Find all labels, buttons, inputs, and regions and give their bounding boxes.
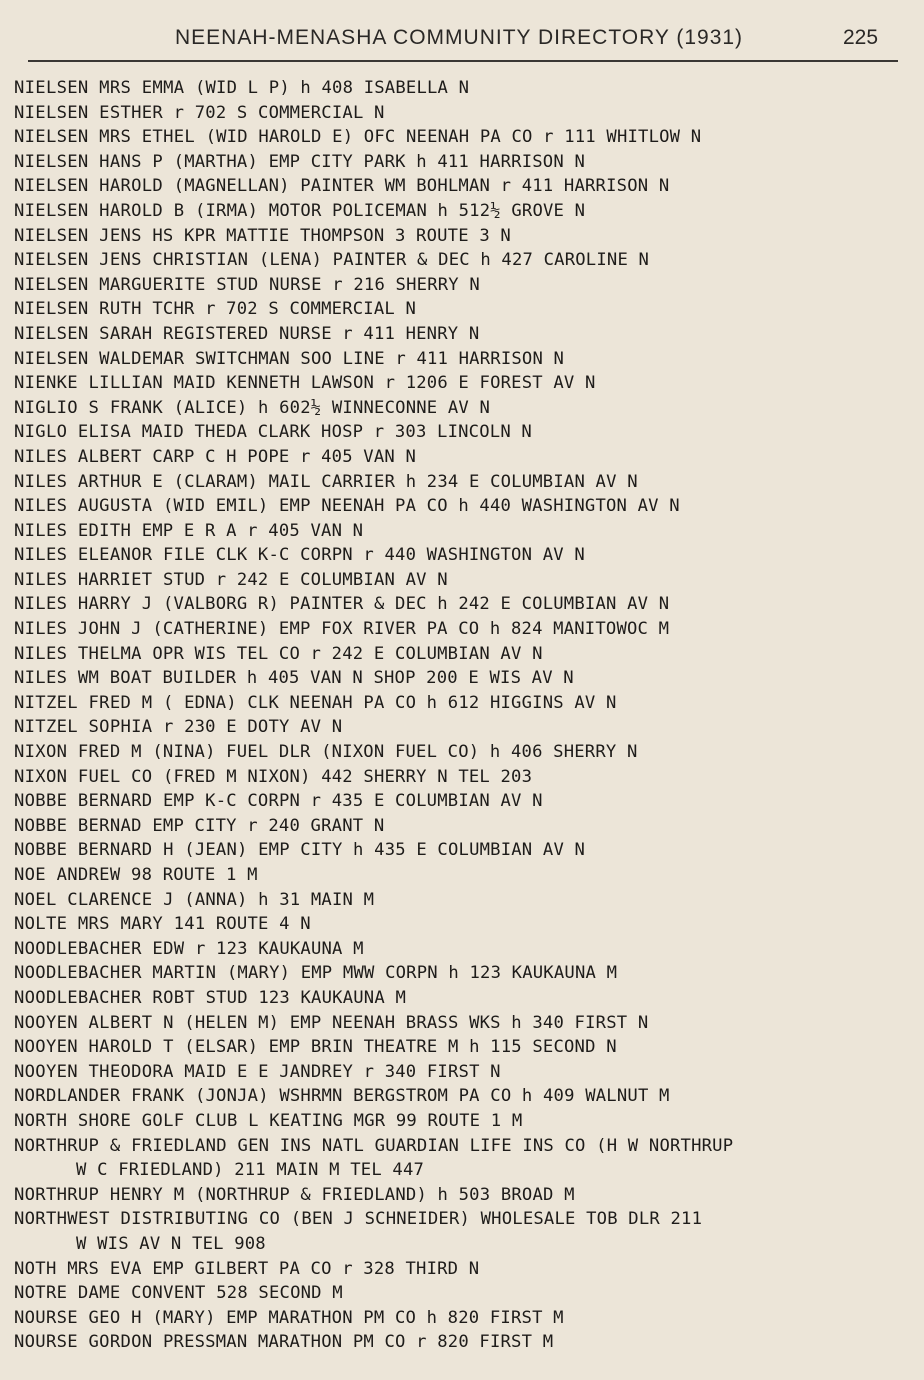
entry-details: (NORTHRUP & FRIEDLAND) h 503 BROAD M [194, 1184, 575, 1205]
entry-name: NIELSEN JENS CHRISTIAN [14, 250, 249, 271]
entry-details: (WID EMIL) EMP NEENAH PA CO h 440 WASHINGTON AV N [162, 496, 680, 517]
entry-name: NILES ARTHUR E [14, 471, 164, 492]
entry-name: NITZEL FRED M [14, 692, 153, 713]
directory-entry [14, 715, 914, 740]
directory-entry [14, 642, 914, 667]
directory-entry [14, 224, 914, 249]
entry-name: NOBBE BERNAD [14, 815, 142, 836]
directory-entry [14, 592, 914, 617]
directory-entry [14, 1035, 914, 1060]
entry-details: MAID THEDA CLARK HOSP r 303 LINCOLN N [141, 422, 532, 443]
directory-entry [14, 494, 914, 519]
entry-details: STUD NURSE r 216 SHERRY N [216, 274, 480, 295]
entry-name: NIXON FUEL CO [14, 766, 153, 787]
entry-name: NOURSE GORDON [14, 1332, 153, 1353]
directory-entry [14, 347, 914, 372]
directory-entry [14, 888, 914, 913]
entry-details: 98 ROUTE 1 M [131, 865, 258, 885]
entry-name: NOBBE BERNARD H [14, 840, 174, 861]
entry-details: (MARY) EMP MWW CORPN h 123 KAUKAUNA M [226, 963, 618, 984]
entry-name: NIELSEN HAROLD [14, 176, 164, 197]
entry-name: NILES EDITH [14, 520, 132, 541]
entry-name: NOE ANDREW [14, 865, 121, 885]
directory-entry [14, 937, 914, 962]
directory-entry [14, 125, 914, 150]
entry-details: (BEN J SCHNEIDER) WHOLESALE TOB DLR 211 [290, 1209, 703, 1230]
entry-details: (MARTHA) EMP CITY PARK h 411 HARRISON N [173, 151, 586, 172]
entry-details: r 230 E DOTY AV N [162, 717, 343, 738]
entry-name: NIELSEN ESTHER [14, 102, 164, 123]
entry-details: (JONJA) WSHRMN BERGSTROM PA CO h 409 WALNUT M [194, 1086, 670, 1107]
entry-name: NIELSEN MRS EMMA [14, 78, 185, 98]
entry-name: NORTHRUP & FRIEDLAND [14, 1135, 227, 1156]
directory-entry [14, 666, 914, 691]
entry-details: (JEAN) EMP CITY h 435 E COLUMBIAN AV N [184, 840, 586, 861]
entry-details: (WID HAROLD E) OFC NEENAH PA CO r 111 WHITLOW N [205, 127, 702, 148]
entry-details: r 702 S COMMERCIAL N [173, 102, 385, 123]
entry-name: NOURSE GEO H [14, 1307, 142, 1328]
directory-entry [14, 1207, 914, 1232]
directory-entry [14, 470, 914, 495]
directory-entry [14, 150, 914, 175]
directory-entry [14, 765, 914, 790]
entry-name: NILES THELMA [14, 643, 142, 664]
directory-entry [14, 396, 914, 421]
directory-entry [14, 519, 914, 544]
entry-name: NOBBE BERNARD [14, 791, 153, 812]
entry-continuation: W C FRIEDLAND) 211 MAIN M TEL 447 [76, 1160, 425, 1181]
entry-name: NIXON FRED M [14, 742, 142, 763]
entry-name: NITZEL SOPHIA [14, 717, 153, 738]
entry-name: NILES JOHN J [14, 619, 142, 640]
entry-name: NIELSEN RUTH [14, 299, 142, 320]
directory-entry [14, 740, 914, 765]
directory-listing [14, 76, 914, 1355]
entry-details: (IRMA) MOTOR POLICEMAN h 512½ GROVE N [194, 200, 586, 221]
entry-name: NOOYEN THEODORA [14, 1061, 174, 1082]
entry-details: (HELEN M) EMP NEENAH BRASS WKS h 340 FIRST N [184, 1012, 649, 1033]
directory-title: NEENAH-MENASHA COMMUNITY DIRECTORY (1931) [175, 26, 744, 49]
entry-details: ( EDNA) CLK NEENAH PA CO h 612 HIGGINS AV N [162, 692, 617, 713]
directory-entry [14, 297, 914, 322]
entry-name: NIELSEN WALDEMAR [14, 348, 185, 369]
entry-details: EMP K-C CORPN r 435 E COLUMBIAN AV N [162, 791, 543, 812]
directory-entry [14, 1134, 914, 1159]
directory-entry [14, 445, 914, 470]
directory-entry [14, 248, 914, 273]
directory-entry [14, 1257, 914, 1282]
entry-details: L KEATING MGR 99 ROUTE 1 M [248, 1110, 523, 1131]
directory-entry [14, 691, 914, 716]
entry-details: (ANNA) h 31 MAIN M [184, 889, 375, 910]
entry-details: SWITCHMAN SOO LINE r 411 HARRISON N [194, 348, 565, 369]
entry-details: 528 SECOND M [216, 1283, 343, 1304]
entry-name: NOLTE MRS MARY [14, 914, 164, 935]
directory-entry [14, 174, 914, 199]
directory-entry [14, 912, 914, 937]
entry-details: STUD r 242 E COLUMBIAN AV N [162, 569, 448, 590]
entry-details: PRESSMAN MARATHON PM CO r 820 FIRST M [162, 1332, 554, 1353]
directory-entry [14, 986, 914, 1011]
directory-entry [14, 1060, 914, 1085]
entry-details: EMP CITY r 240 GRANT N [152, 815, 385, 836]
directory-entry [14, 1109, 914, 1134]
entry-name: NORTHRUP HENRY M [14, 1184, 185, 1205]
directory-entry [14, 961, 914, 986]
entry-details: (LENA) PAINTER & DEC h 427 CAROLINE N [258, 250, 650, 271]
directory-entry [14, 1281, 914, 1306]
entry-continuation: W WIS AV N TEL 908 [76, 1233, 266, 1254]
directory-entry [14, 1084, 914, 1109]
directory-entry [14, 1011, 914, 1036]
directory-entry [14, 543, 914, 568]
entry-name: NORTHWEST DISTRIBUTING CO [14, 1209, 281, 1230]
entry-name: NILES HARRY J [14, 594, 153, 615]
entry-name: NOOYEN HAROLD T [14, 1037, 174, 1058]
entry-name: NOTH MRS EVA [14, 1258, 142, 1279]
directory-entry [14, 1330, 914, 1355]
directory-entry [14, 863, 914, 888]
entry-details: FILE CLK K-C CORPN r 440 WASHINGTON AV N [162, 545, 585, 566]
entry-name: NIELSEN MARGUERITE [14, 274, 206, 295]
entry-name: NIENKE LILLIAN [14, 373, 164, 394]
entry-name: NIELSEN HAROLD B [14, 200, 185, 221]
entry-name: NORTH SHORE GOLF CLUB [14, 1110, 238, 1131]
directory-entry [14, 322, 914, 347]
entry-details: REGISTERED NURSE r 411 HENRY N [162, 323, 480, 344]
directory-entry [14, 1183, 914, 1208]
entry-name: NILES HARRIET [14, 569, 153, 590]
entry-details: (CLARAM) MAIL CARRIER h 234 E COLUMBIAN AV N [173, 471, 638, 492]
entry-details: (MARY) EMP MARATHON PM CO h 820 FIRST M [152, 1307, 564, 1328]
header-rule [28, 60, 898, 62]
entry-details: (CATHERINE) EMP FOX RIVER PA CO h 824 MANITOWOC M [152, 619, 670, 640]
entry-details: OPR WIS TEL CO r 242 E COLUMBIAN AV N [152, 643, 543, 664]
directory-entry [14, 273, 914, 298]
directory-entry [14, 76, 914, 101]
entry-name: NIELSEN JENS [14, 225, 142, 246]
entry-details: 141 ROUTE 4 N [173, 914, 311, 935]
entry-name: NOODLEBACHER ROBT [14, 987, 196, 1008]
entry-details: TCHR r 702 S COMMERCIAL N [152, 299, 417, 320]
page-number: 225 [843, 26, 879, 49]
entry-details: EMP E R A r 405 VAN N [141, 520, 364, 541]
entry-details: r 123 KAUKAUNA M [194, 938, 364, 959]
entry-details: CARP C H POPE r 405 VAN N [152, 446, 417, 467]
entry-name: NOODLEBACHER MARTIN [14, 963, 217, 984]
entry-name: NIELSEN SARAH [14, 323, 153, 344]
entry-name: NILES ALBERT [14, 446, 142, 467]
entry-details: (NINA) FUEL DLR (NIXON FUEL CO) h 406 SHERRY N [152, 742, 638, 763]
directory-entry [14, 420, 914, 445]
entry-details: MAID E E JANDREY r 340 FIRST N [184, 1061, 501, 1082]
entry-name: NILES AUGUSTA [14, 496, 153, 517]
entry-details: HS KPR MATTIE THOMPSON 3 ROUTE 3 N [152, 225, 511, 246]
directory-entry [14, 199, 914, 224]
entry-details: (VALBORG R) PAINTER & DEC h 242 E COLUMBIAN AV N [162, 594, 670, 615]
entry-name: NIGLO ELISA [14, 422, 132, 443]
entry-details: STUD 123 KAUKAUNA M [205, 987, 406, 1008]
directory-entry [14, 617, 914, 642]
entry-name: NILES ELEANOR [14, 545, 153, 566]
entry-details: MAID KENNETH LAWSON r 1206 E FOREST AV N [173, 373, 596, 394]
entry-name: NIELSEN HANS P [14, 151, 164, 172]
directory-entry [14, 1306, 914, 1331]
entry-details: EMP GILBERT PA CO r 328 THIRD N [152, 1258, 480, 1279]
entry-details: GEN INS NATL GUARDIAN LIFE INS CO (H W NORTHRUP [237, 1135, 734, 1156]
entry-name: NOTRE DAME CONVENT [14, 1283, 206, 1304]
directory-entry [14, 838, 914, 863]
entry-details: BOAT BUILDER h 405 VAN N SHOP 200 E WIS AV N [109, 668, 574, 689]
entry-details: (WID L P) h 408 ISABELLA N [194, 78, 470, 98]
entry-details: (MAGNELLAN) PAINTER WM BOHLMAN r 411 HARRISON N [173, 176, 670, 197]
page-header [0, 22, 924, 56]
directory-entry [14, 568, 914, 593]
entry-details: (FRED M NIXON) 442 SHERRY N TEL 203 [162, 766, 533, 787]
entry-name: NOOYEN ALBERT N [14, 1012, 174, 1033]
entry-details: (ELSAR) EMP BRIN THEATRE M h 115 SECOND N [184, 1037, 617, 1058]
directory-entry [14, 371, 914, 396]
directory-entry [14, 814, 914, 839]
entry-name: NILES WM [14, 668, 100, 689]
entry-name: NOODLEBACHER EDW [14, 938, 185, 959]
entry-name: NIELSEN MRS ETHEL [14, 127, 196, 148]
directory-entry [14, 101, 914, 126]
entry-name: NIGLIO S FRANK [14, 397, 164, 418]
entry-name: NORDLANDER FRANK [14, 1086, 185, 1107]
entry-details: (ALICE) h 602½ WINNECONNE AV N [173, 397, 491, 418]
entry-name: NOEL CLARENCE J [14, 889, 174, 910]
directory-entry [14, 789, 914, 814]
